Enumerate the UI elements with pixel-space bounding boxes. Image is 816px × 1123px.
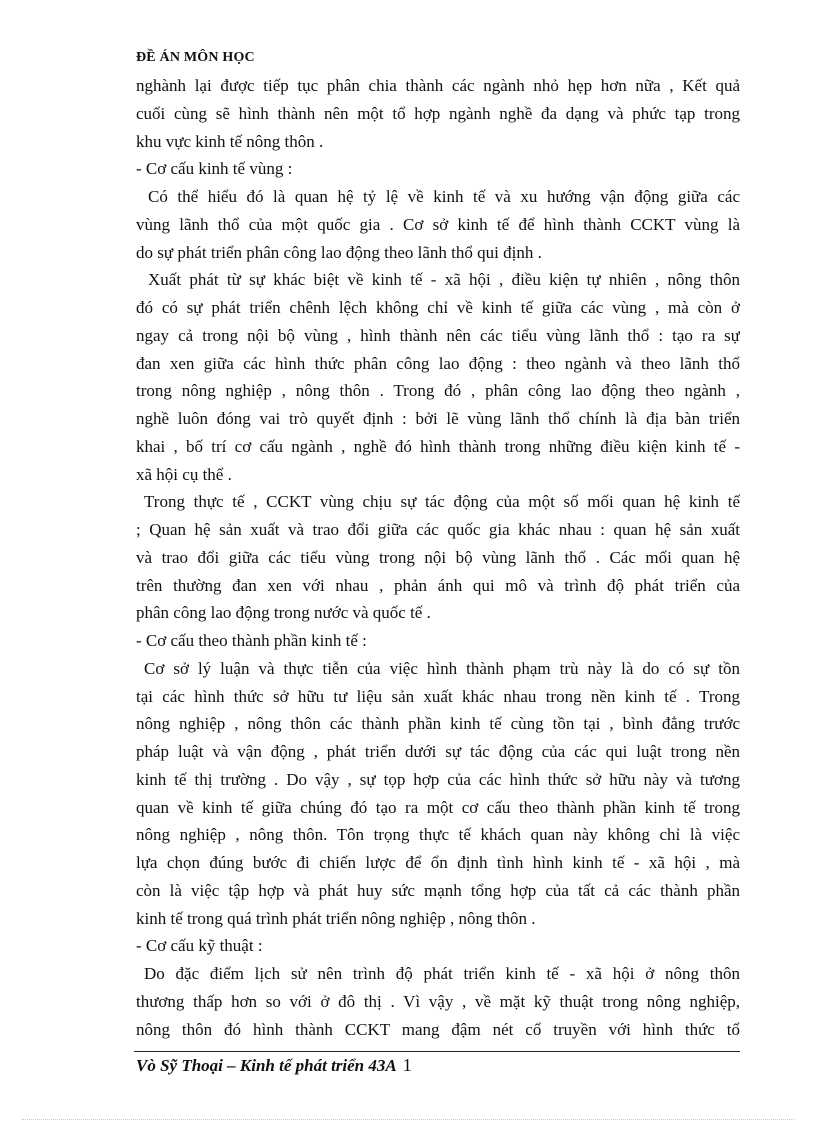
- text-line: còn là việc tập hợp và phát huy sức mạnh tổng hợp của tất cả các thành phần: [136, 880, 740, 900]
- text-line: quan về kinh tế giữa chúng đó tạo ra một cơ cấu theo thành phần kinh tế trong: [136, 797, 740, 817]
- text-line: nghành lại được tiếp tục phân chia thành các ngành nhỏ hẹp hơn nữa , Kết quả: [136, 76, 740, 95]
- text-line: khu vực kinh tế nông thôn .: [136, 131, 324, 151]
- text-line: Có thể hiểu đó là quan hệ tỷ lệ về kinh tế và xu hướng vận động giữa các: [148, 187, 740, 206]
- body-text: [136, 72, 740, 1043]
- section-heading: - Cơ cấu kinh tế vùng :: [136, 159, 293, 179]
- page-footer: [136, 1054, 412, 1077]
- text-line: nghề luôn đóng vai trò quyết định : bởi lẽ vùng lãnh thổ chính là địa bàn triển: [136, 409, 740, 428]
- text-line: Xuất phát từ sự khác biệt về kinh tế - xã hội , điều kiện tự nhiên , nông thôn: [148, 270, 740, 290]
- text-line: lựa chọn đúng bước đi chiến lược để ổn định tình hình kinh tế - xã hội , mà: [136, 853, 740, 872]
- text-line: ; Quan hệ sản xuất và trao đổi giữa các quốc gia khác nhau : quan hệ sản xuất: [136, 520, 740, 539]
- text-line: nông nghiệp , nông thôn các thành phần kinh tế cùng tồn tại , bình đẳng trước: [136, 714, 740, 734]
- text-line: trên thường đan xen với nhau , phản ánh qui mô và trình độ phát triển của: [136, 575, 740, 595]
- page-bottom-border: [22, 1119, 794, 1120]
- text-line: nông thôn đó hình thành CCKT mang đậm nét cổ truyền với hình thức tổ: [136, 1019, 740, 1039]
- text-line: tại các hình thức sở hữu tư liệu sản xuất khác nhau trong nền kinh tế . Trong: [136, 686, 740, 706]
- section-heading: - Cơ cấu kỹ thuật :: [136, 936, 263, 956]
- page-number: 1: [402, 1055, 412, 1075]
- text-line: kinh tế trong quá trình phát triển nông nghiệp , nông thôn .: [136, 908, 536, 928]
- section-heading: - Cơ cấu theo thành phần kinh tế :: [136, 631, 367, 650]
- text-line: đan xen giữa các hình thức phân công lao động : theo ngành và theo lãnh thổ: [136, 353, 740, 373]
- text-line: xã hội cụ thể .: [136, 464, 232, 484]
- text-line: Cơ sở lý luận và thực tiễn của việc hình thành phạm trù này là do có sự tồn: [144, 658, 740, 678]
- text-line: do sự phát triển phân công lao động theo lãnh thổ qui định .: [136, 242, 542, 262]
- text-line: trong nông nghiệp , nông thôn . Trong đó , phân công lao động theo ngành ,: [136, 381, 740, 401]
- text-line: thương thấp hơn so với ở đô thị . Vì vậy , về mặt kỹ thuật trong nông nghiệp,: [136, 991, 740, 1011]
- footer-divider: [134, 1051, 740, 1052]
- text-line: khai , bố trí cơ cấu ngành , nghề đó hình thành trong những điều kiện kinh tế -: [136, 436, 740, 456]
- text-line: nông nghiệp , nông thôn. Tôn trọng thực tế khách quan này không chỉ là việc: [136, 825, 740, 845]
- text-line: pháp luật và vận động , phát triển dưới sự tác động của các qui luật trong nền: [136, 742, 740, 761]
- text-line: Trong thực tế , CCKT vùng chịu sự tác động của một số mối quan hệ kinh tế: [144, 492, 740, 512]
- page-header: ĐỀ ÁN MÔN HỌC: [136, 50, 255, 65]
- text-line: phân công lao động trong nước và quốc tế .: [136, 603, 431, 623]
- text-line: và trao đổi giữa các tiểu vùng trong nội bộ vùng lãnh thổ . Các mối quan hệ: [136, 547, 740, 567]
- text-line: đó có sự phát triển chênh lệch không chỉ về kinh tế giữa các vùng , mà còn ở: [136, 298, 740, 317]
- text-line: cuối cùng sẽ hình thành nên một tổ hợp ngành nghề đa dạng và phức tạp trong: [136, 103, 740, 123]
- text-line: vùng lãnh thổ của một quốc gia . Cơ sở kinh tế để hình thành CCKT vùng là: [136, 214, 740, 234]
- text-line: ngay cả trong nội bộ vùng , hình thành nên các tiểu vùng lãnh thổ : tạo ra sự: [136, 325, 740, 345]
- text-line: Do đặc điểm lịch sử nên trình độ phát triển kinh tế - xã hội ở nông thôn: [144, 964, 740, 983]
- footer-author: Vò Sỹ Thoại – Kinh tế phát triển 43A: [136, 1056, 397, 1075]
- text-line: kinh tế thị trường . Do vậy , sự tọp hợp của các hình thức sở hữu này và tương: [136, 769, 740, 789]
